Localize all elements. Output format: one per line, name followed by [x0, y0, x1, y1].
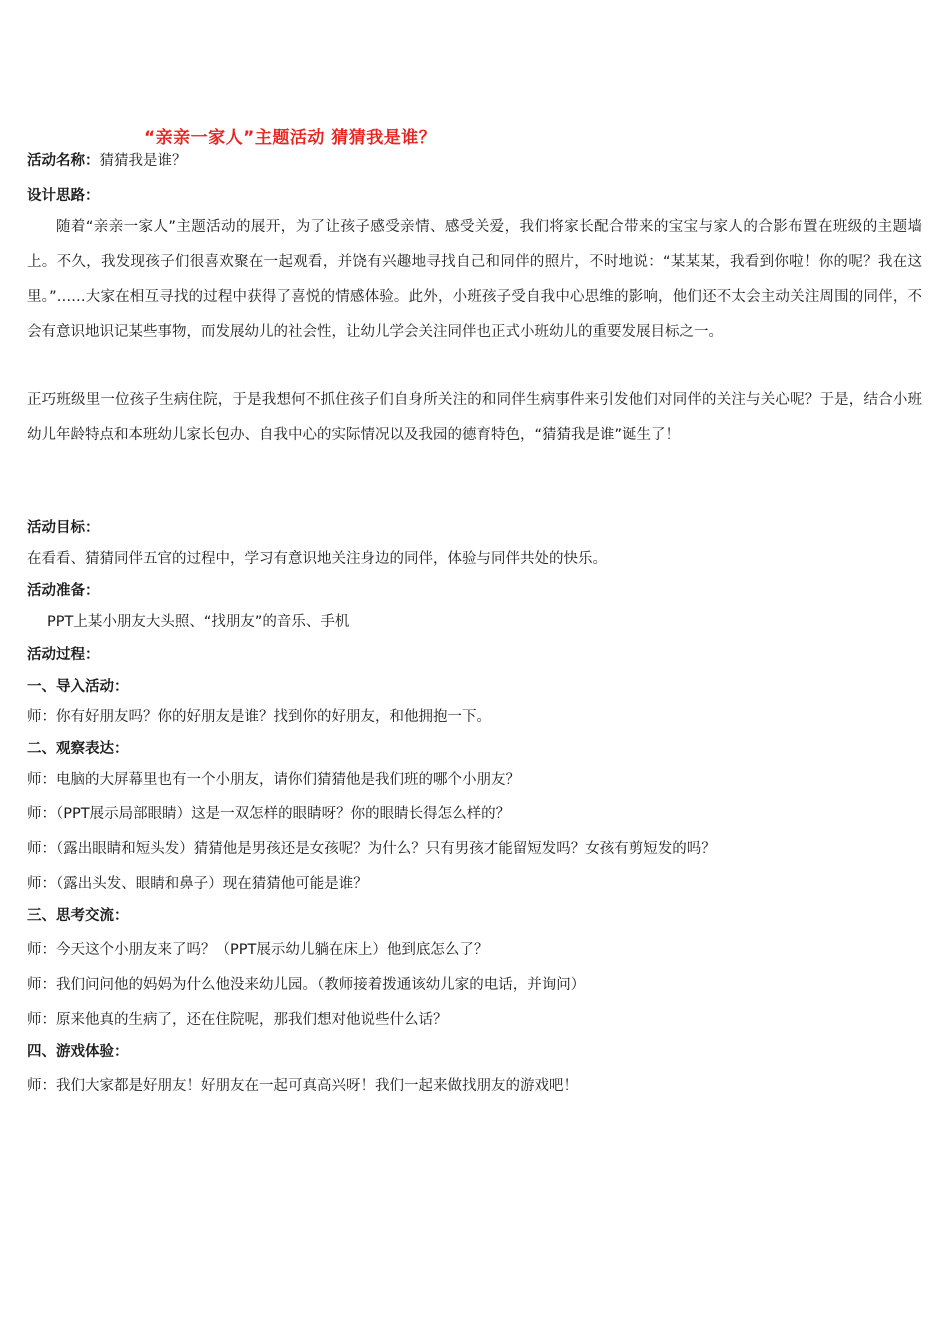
section-4-heading: 四、游戏体验： — [27, 1044, 129, 1060]
section-3-line-2: 师：我们问问他的妈妈为什么他没来幼儿园。（教师接着拨通该幼儿家的电话，并询问） — [27, 977, 586, 993]
goal-heading: 活动目标： — [27, 520, 100, 536]
activity-name-label: 活动名称： — [27, 153, 100, 169]
section-2-line-3: 师：（露出眼睛和短头发）猜猜他是男孩还是女孩呢？为什么？只有男孩才能留短发吗？女孩有剪短发的吗？ — [27, 841, 716, 857]
prep-text: PPT上某小朋友大头照、“找朋友”的音乐、手机 — [47, 614, 350, 630]
design-heading: 设计思路： — [27, 188, 100, 204]
document-title: “亲亲一家人”主题活动 猜猜我是谁？ — [144, 128, 437, 148]
design-paragraph-1: 随着“亲亲一家人”主题活动的展开，为了让孩子感受亲情、感受关爱，我们将家长配合带来的宝宝与家人的合影布置在班级的主题墙上。不久，我发现孩子们很喜欢聚在一起观看，并饶有兴趣地寻找自己和同伴的照片，不时地说：“某某某，我看到你啦！你的呢？我在这里。”……大家在相互寻找的过程中获得了喜悦的情感体验。此外，小班孩子受自我中心思维的影响，他们还不太会主动关注周围的同伴，不会有意识地识记某些事物，而发展幼儿的社会性，让幼儿学会关注同伴也正式小班幼儿的重要发展目标之一。 — [27, 219, 922, 340]
prep-heading: 活动准备： — [27, 583, 100, 599]
section-4-line-1: 师：我们大家都是好朋友！好朋友在一起可真高兴呀！我们一起来做找朋友的游戏吧！ — [27, 1078, 578, 1094]
section-2-heading: 二、观察表达： — [27, 741, 129, 757]
activity-name-line — [27, 151, 187, 171]
section-3-line-1: 师：今天这个小朋友来了吗？（PPT展示幼儿躺在床上）他到底怎么了？ — [27, 942, 489, 958]
section-1-line-1: 师：你有好朋友吗？你的好朋友是谁？找到你的好朋友，和他拥抱一下。 — [27, 709, 491, 725]
section-2-line-2: 师：（PPT展示局部眼睛）这是一双怎样的眼睛呀？你的眼睛长得怎么样的？ — [27, 806, 511, 822]
section-3-line-3: 师：原来他真的生病了，还在住院呢，那我们想对他说些什么话？ — [27, 1012, 448, 1028]
goal-text: 在看看、猜猜同伴五官的过程中，学习有意识地关注身边的同伴，体验与同伴共处的快乐。 — [27, 551, 607, 567]
activity-name-value: 猜猜我是谁？ — [99, 153, 187, 169]
section-2-line-1: 师：电脑的大屏幕里也有一个小朋友，请你们猜猜他是我们班的哪个小朋友？ — [27, 772, 520, 788]
design-paragraph-2: 正巧班级里一位孩子生病住院，于是我想何不抓住孩子们自身所关注的和同伴生病事件来引发他们对同伴的关注与关心呢？于是，结合小班幼儿年龄特点和本班幼儿家长包办、自我中心的实际情况以及我园的德育特色，“猜猜我是谁”诞生了！ — [27, 392, 922, 443]
process-heading: 活动过程： — [27, 647, 100, 663]
section-3-heading: 三、思考交流： — [27, 908, 129, 924]
section-2-line-4: 师：（露出头发、眼睛和鼻子）现在猜猜他可能是谁？ — [27, 876, 368, 892]
section-1-heading: 一、导入活动： — [27, 679, 129, 695]
